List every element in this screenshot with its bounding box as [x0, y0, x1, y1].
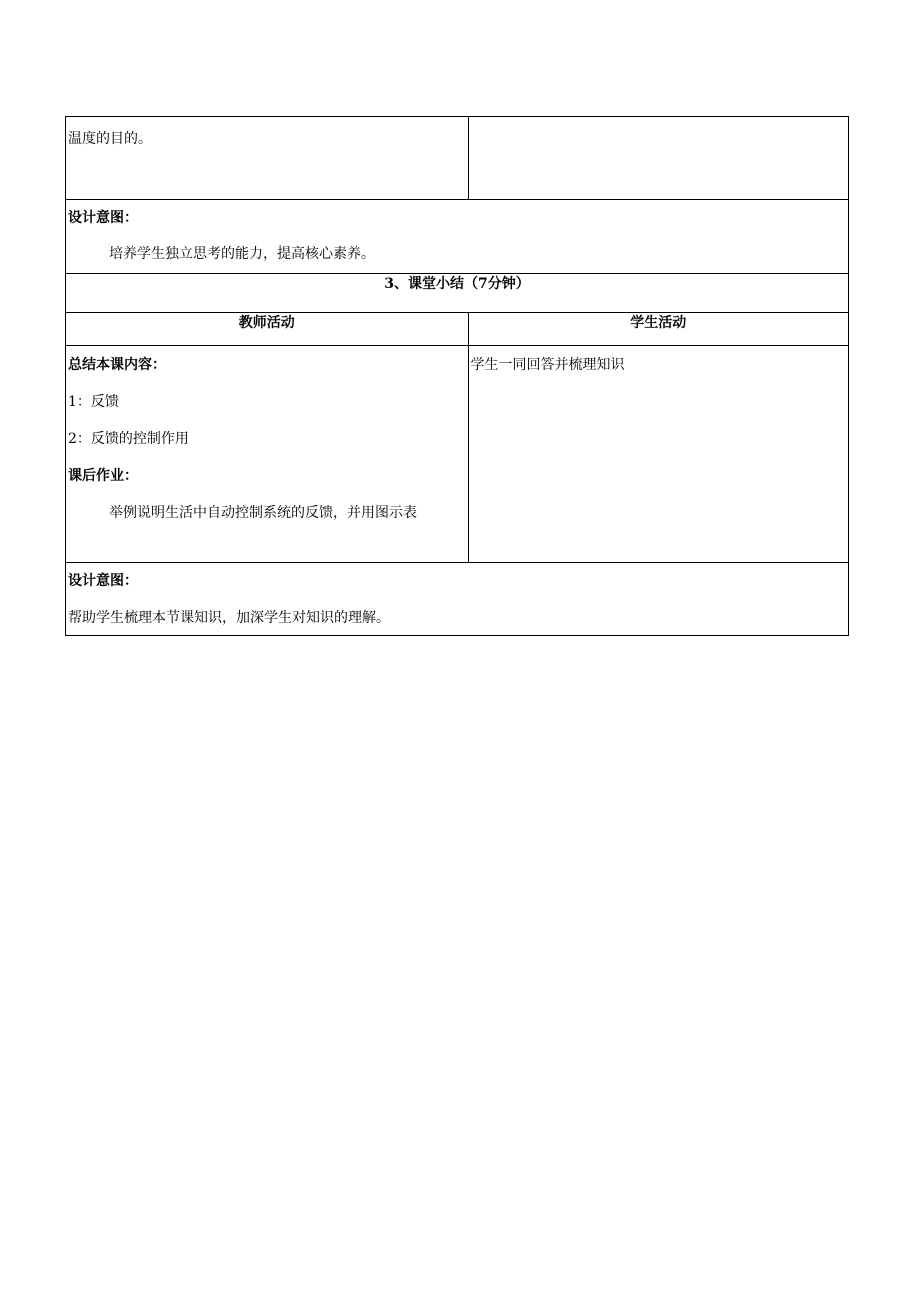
design-intent-heading-2: 设计意图：	[68, 573, 138, 589]
continued-activity-row	[66, 117, 849, 200]
summary-heading: 总结本课内容：	[68, 357, 166, 373]
summary-item-1: 1：反馈	[68, 394, 119, 410]
section-title-row	[66, 274, 849, 313]
continued-student-cell	[468, 117, 849, 200]
student-activity-header: 学生活动	[468, 313, 849, 346]
continued-teacher-cell	[66, 117, 469, 200]
student-activity-cell	[468, 346, 849, 563]
design-intent-heading-1: 设计意图：	[68, 210, 138, 226]
student-activity-text: 学生一同回答并梳理知识	[470, 357, 625, 373]
lesson-plan-page	[65, 116, 849, 636]
design-intent-body-2: 帮助学生梳理本节课知识，加深学生对知识的理解。	[68, 610, 390, 626]
design-intent-cell-1	[66, 200, 849, 274]
continued-teacher-text: 温度的目的。	[68, 131, 152, 147]
column-header-row	[66, 313, 849, 346]
section-title: 3、课堂小结（7分钟）	[66, 274, 849, 313]
design-intent-body-1: 培养学生独立思考的能力，提高核心素养。	[109, 246, 375, 262]
homework-body: 举例说明生活中自动控制系统的反馈，并用图示表	[109, 505, 417, 521]
teacher-activity-header: 教师活动	[66, 313, 469, 346]
continued-student-text	[471, 129, 849, 149]
homework-heading: 课后作业：	[68, 468, 138, 484]
design-intent-row-2	[66, 563, 849, 636]
design-intent-row-1	[66, 200, 849, 274]
lesson-plan-table	[65, 116, 849, 636]
teacher-activity-cell	[66, 346, 469, 563]
summary-activity-row	[66, 346, 849, 563]
design-intent-cell-2	[66, 563, 849, 636]
summary-item-2: 2：反馈的控制作用	[68, 431, 189, 447]
